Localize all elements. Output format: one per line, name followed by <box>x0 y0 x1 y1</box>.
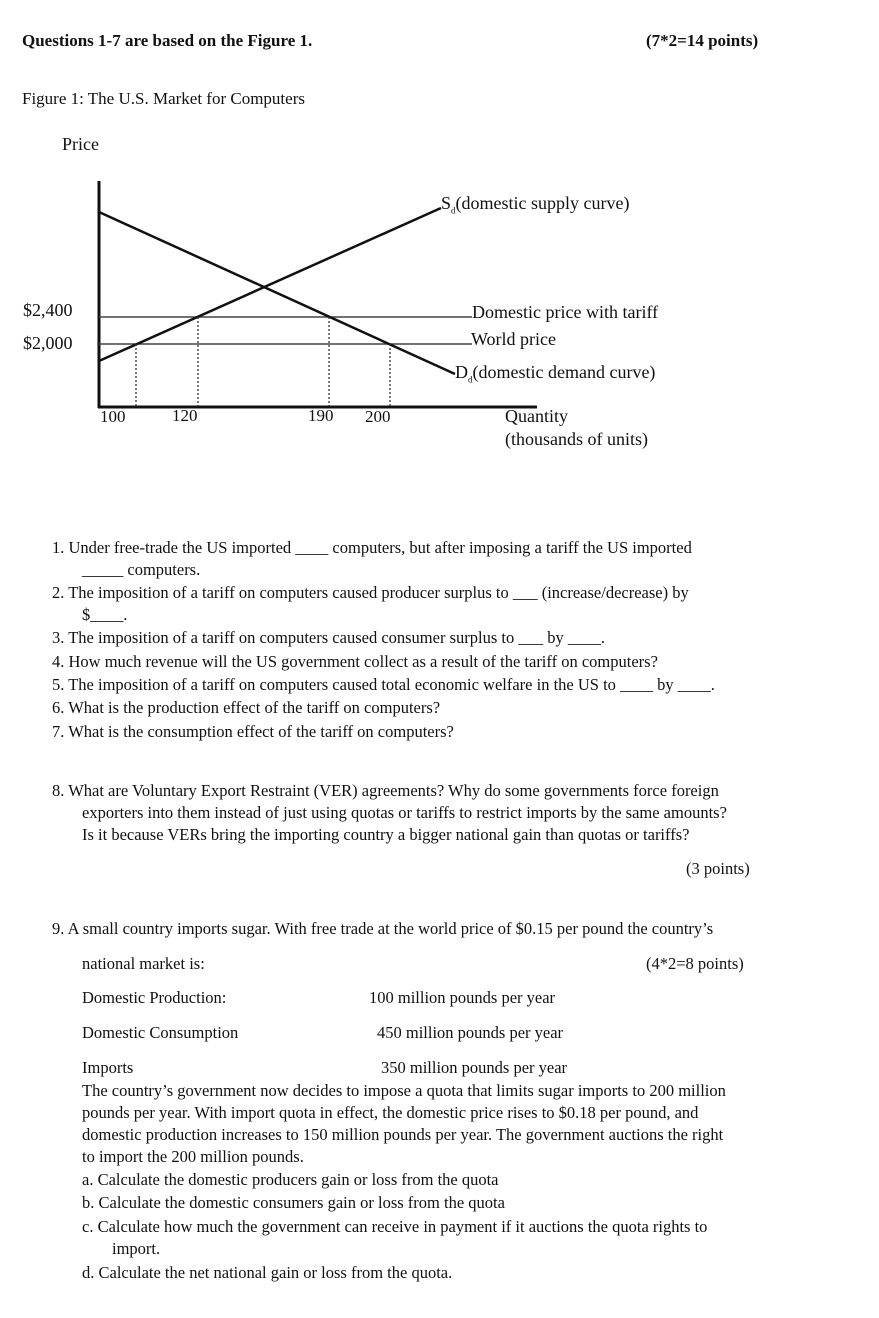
question-6: 6. What is the production effect of the tariff on computers? <box>52 698 441 717</box>
section-title: Questions 1-7 are based on the Figure 1. <box>22 31 313 50</box>
supply-demand-graph <box>0 0 879 470</box>
question-7: 7. What is the consumption effect of the tariff on computers? <box>52 722 454 741</box>
question-1: 1. Under free-trade the US imported ____ computers, but after imposing a tariff the US imported <box>52 538 692 557</box>
x-axis-label-line2: (thousands of units) <box>505 429 648 449</box>
demand-curve <box>99 212 455 374</box>
figure-caption: Figure 1: The U.S. Market for Computers <box>22 89 305 108</box>
market-value-imports: 350 million pounds per year <box>381 1058 568 1077</box>
question-3: 3. The imposition of a tariff on computers caused consumer surplus to ___ by ____. <box>52 628 605 647</box>
question-9-part-c-cont: import. <box>112 1239 161 1258</box>
x-tick-190: 190 <box>308 406 334 425</box>
question-9-para-line2: pounds per year. With import quota in effect, the domestic price rises to $0.18 per pound, and <box>82 1103 699 1122</box>
question-8-points: (3 points) <box>686 859 750 878</box>
y-tick-2400: $2,400 <box>23 300 73 320</box>
x-tick-200: 200 <box>365 407 391 426</box>
market-value-consumption: 450 million pounds per year <box>377 1023 564 1042</box>
market-label-imports: Imports <box>82 1058 134 1077</box>
demand-curve-label: $D_d(domestic$ demand curve) <box>455 362 656 385</box>
question-9: 9. A small country imports sugar. With free trade at the world price of $0.15 per pound the country’s <box>52 919 714 938</box>
question-9-part-d: d. Calculate the net national gain or loss from the quota. <box>82 1263 453 1282</box>
supply-curve-label: $S_d(domestic$ supply curve) <box>441 193 630 216</box>
question-9-para-line1: The country’s government now decides to impose a quota that limits sugar imports to 200 million <box>82 1081 726 1100</box>
points-label: (7*2=14 points) <box>646 31 759 50</box>
question-9-line2: national market is: <box>82 954 205 973</box>
x-tick-100: 100 <box>100 407 126 426</box>
supply-curve <box>99 208 441 361</box>
question-9-part-a: a. Calculate the domestic producers gain or loss from the quota <box>82 1170 499 1189</box>
y-axis-label: Price <box>62 134 99 154</box>
question-9-part-b: b. Calculate the domestic consumers gain or loss from the quota <box>82 1193 505 1212</box>
x-axis-label-line1: Quantity <box>505 406 568 426</box>
question-1-cont: _____ computers. <box>82 560 201 579</box>
question-9-para-line4: to import the 200 million pounds. <box>82 1147 304 1166</box>
market-label-production: Domestic Production: <box>82 988 227 1007</box>
world-price-label: World price <box>471 329 557 349</box>
question-2: 2. The imposition of a tariff on computers caused producer surplus to ___ (increase/decrease) by <box>52 583 689 602</box>
question-9-part-c: c. Calculate how much the government can receive in payment if it auctions the quota rights to <box>82 1217 708 1236</box>
question-9-para-line3: domestic production increases to 150 million pounds per year. The government auctions the right <box>82 1125 724 1144</box>
question-8: 8. What are Voluntary Export Restraint (VER) agreements? Why do some governments force foreign <box>52 781 719 800</box>
question-8-line3: Is it because VERs bring the importing country a bigger national gain than quotas or tariffs? <box>82 825 690 844</box>
question-4: 4. How much revenue will the US government collect as a result of the tariff on computers? <box>52 652 658 671</box>
y-tick-2000: $2,000 <box>23 333 73 353</box>
market-value-production: 100 million pounds per year <box>369 988 556 1007</box>
tariff-price-label: Domestic price with tariff <box>472 302 659 322</box>
question-2-cont: $____. <box>82 605 128 624</box>
question-5: 5. The imposition of a tariff on computers caused total economic welfare in the US to ____ by ____. <box>52 675 715 694</box>
x-tick-120: 120 <box>172 406 198 425</box>
market-label-consumption: Domestic Consumption <box>82 1023 239 1042</box>
question-8-line2: exporters into them instead of just using quotas or tariffs to restrict imports by the same amounts? <box>82 803 727 822</box>
question-9-points: (4*2=8 points) <box>646 954 744 973</box>
